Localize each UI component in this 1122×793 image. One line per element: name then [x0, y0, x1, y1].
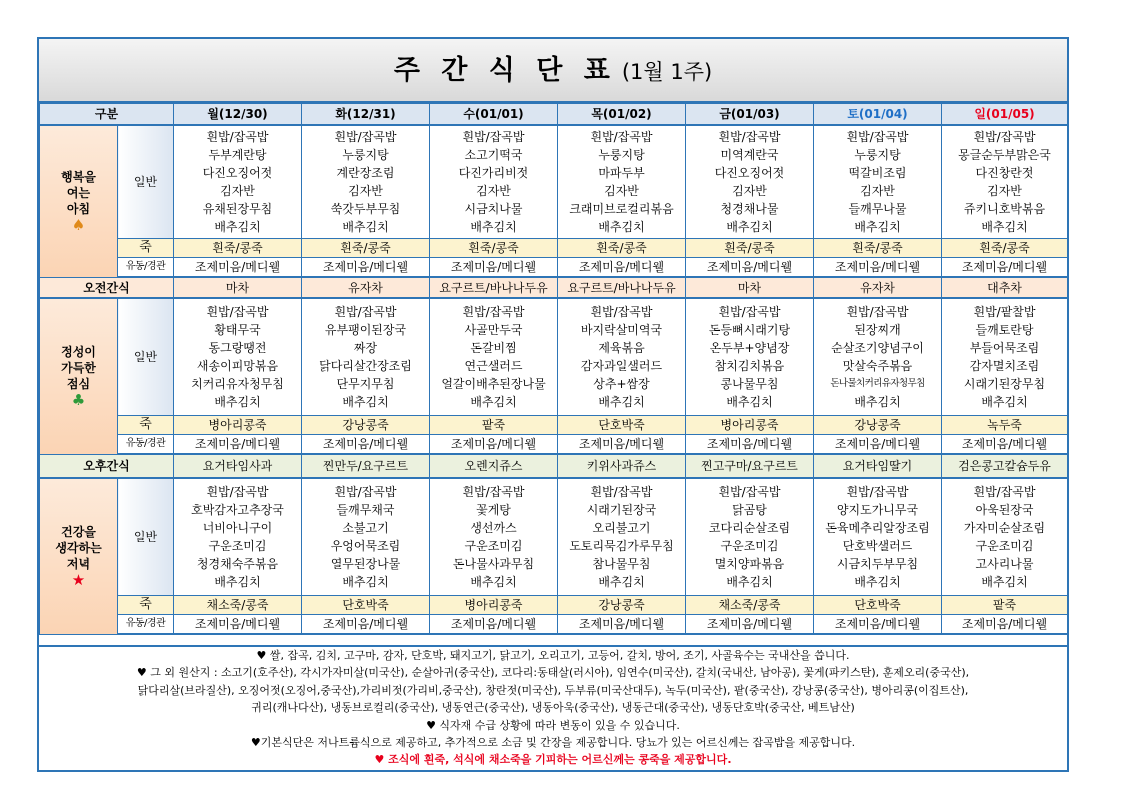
dish-item: 치커리유자청무침	[191, 377, 284, 391]
dish-item: 흰밥/잡곡밥	[973, 485, 1036, 499]
breakfast-sub-milk: 유동/경관	[118, 258, 174, 278]
dish-item: 구운조미김	[720, 539, 779, 553]
dish-item: 시금치나물	[464, 202, 523, 216]
breakfast-day-cell	[174, 125, 302, 239]
dish-item: 흰밥/잡곡밥	[718, 485, 781, 499]
dish-item: 온두부+양념장	[709, 341, 790, 355]
dish-item: 배추김치	[854, 220, 901, 234]
dish-item: 돈갈비찜	[470, 341, 517, 355]
breakfast-sub-general: 일반	[118, 125, 174, 239]
dish-item: 참치김치볶음	[714, 359, 785, 373]
dish-item: 청경채숙주볶음	[196, 557, 279, 571]
dinner-day-cell	[174, 478, 302, 596]
dish-item: 쑥갓두부무침	[330, 202, 401, 216]
lunch-label-line: 가득한	[61, 361, 96, 376]
breakfast-symbol-icon: ♠	[71, 216, 86, 235]
dish-item: 누룽지탕	[854, 148, 901, 162]
dish-item: 돈나물치커리유자청무침	[830, 378, 925, 389]
dinner-milk-row	[40, 615, 1068, 635]
dish-item: 새송이피망볶음	[196, 359, 279, 373]
snack-item: 대추차	[942, 277, 1068, 298]
milk-item: 조제미음/메디웰	[814, 258, 942, 278]
dinner-day-cell	[302, 478, 430, 596]
dish-item: 배추김치	[214, 220, 261, 234]
dish-item: 배추김치	[854, 395, 901, 409]
milk-item: 조제미음/메디웰	[558, 615, 686, 635]
breakfast-day-cell	[558, 125, 686, 239]
dinner-label-line: 생각하는	[55, 541, 102, 556]
dish-item: 단무지무침	[336, 377, 395, 391]
dish-item: 된장찌개	[854, 323, 901, 337]
morning_snack-row	[40, 277, 1068, 298]
dish-item: 우엉어묵조림	[330, 539, 401, 553]
milk-item: 조제미음/메디웰	[814, 615, 942, 635]
dish-item: 미역계란국	[720, 148, 779, 162]
milk-item: 조제미음/메디웰	[558, 435, 686, 455]
note-highlight: ♥ 조식에 흰죽, 석식에 채소죽을 기피하는 어르신께는 콩죽을 제공합니다.	[374, 753, 732, 767]
dish-item: 상추+쌈장	[593, 377, 650, 391]
dish-item: 유부팽이된장국	[324, 323, 407, 337]
juk-item: 단호박죽	[814, 596, 942, 615]
milk-item: 조제미음/메디웰	[302, 435, 430, 455]
dish-item: 배추김치	[598, 220, 645, 234]
header-day-sat: 토(01/04)	[814, 104, 942, 126]
milk-item: 조제미음/메디웰	[430, 258, 558, 278]
weekly-menu-table	[39, 103, 1068, 635]
dish-item: 들깨토란탕	[975, 323, 1034, 337]
dish-item: 유채된장무침	[202, 202, 273, 216]
dish-item: 다진오징어젓	[202, 166, 273, 180]
dish-item: 흰밥/잡곡밥	[590, 485, 653, 499]
dish-item: 다진가리비젓	[458, 166, 529, 180]
breakfast-general-row	[40, 125, 1068, 239]
dinner-general-row	[40, 478, 1068, 596]
dish-item: 얼갈이배추된장나물	[441, 377, 546, 391]
title-bar	[39, 39, 1067, 103]
dish-item: 구운조미김	[464, 539, 523, 553]
dinner-label	[40, 478, 118, 634]
header-day-wed: 수(01/01)	[430, 104, 558, 126]
dish-item: 흰밥/잡곡밥	[846, 305, 909, 319]
lunch-general-row	[40, 298, 1068, 416]
dish-item: 순살조기양념구이	[831, 341, 924, 355]
juk-item: 팥죽	[942, 596, 1068, 615]
notes-section	[39, 645, 1067, 770]
juk-item: 흰죽/콩죽	[814, 239, 942, 258]
dish-item: 시래기된장무침	[963, 377, 1046, 391]
dish-item: 배추김치	[598, 395, 645, 409]
dish-item: 구운조미김	[975, 539, 1034, 553]
juk-item: 흰죽/콩죽	[942, 239, 1068, 258]
milk-item: 조제미음/메디웰	[430, 435, 558, 455]
afternoon_snack-label: 오후간식	[40, 454, 174, 478]
dish-item: 누룽지탕	[598, 148, 645, 162]
breakfast-sub-juk: 죽	[118, 239, 174, 258]
note-line: ♥기본식단은 저나트륨식으로 제공하고, 추가적으로 소금 및 간장을 제공합니다. 당뇨가 있는 어르신께는 잡곡밥을 제공합니다.	[250, 736, 856, 750]
dish-item: 흰밥/잡곡밥	[462, 130, 525, 144]
dish-item: 흰밥/잡곡밥	[718, 130, 781, 144]
dish-item: 돈나물사과무침	[452, 557, 535, 571]
dish-item: 콩나물무침	[720, 377, 779, 391]
breakfast-day-cell	[302, 125, 430, 239]
juk-item: 흰죽/콩죽	[302, 239, 430, 258]
dish-item: 호박감자고추장국	[191, 503, 284, 517]
header-row	[40, 104, 1068, 126]
dish-item: 누룽지탕	[342, 148, 389, 162]
dish-item: 시래기된장국	[586, 503, 657, 517]
milk-item: 조제미음/메디웰	[174, 258, 302, 278]
juk-item: 흰죽/콩죽	[174, 239, 302, 258]
juk-item: 채소죽/콩죽	[174, 596, 302, 615]
milk-item: 조제미음/메디웰	[430, 615, 558, 635]
dish-item: 배추김치	[981, 395, 1028, 409]
breakfast-label-line: 여는	[66, 186, 91, 201]
dish-item: 맛살숙주볶음	[842, 359, 913, 373]
dish-item: 고사리나물	[975, 557, 1034, 571]
header-day-thu: 목(01/02)	[558, 104, 686, 126]
dish-item: 배추김치	[342, 575, 389, 589]
breakfast-day-cell	[686, 125, 814, 239]
header-day-sun: 일(01/05)	[942, 104, 1068, 126]
header-day-tue: 화(12/31)	[302, 104, 430, 126]
afternoon_snack-row	[40, 454, 1068, 478]
dish-item: 들깨무나물	[848, 202, 907, 216]
dish-item: 닭다리살간장조림	[319, 359, 412, 373]
dish-item: 계란장조림	[336, 166, 395, 180]
dish-item: 소고기떡국	[464, 148, 523, 162]
dish-item: 배추김치	[470, 395, 517, 409]
header-day-fri: 금(01/03)	[686, 104, 814, 126]
dish-item: 배추김치	[470, 575, 517, 589]
dish-item: 김자반	[987, 184, 1022, 198]
dish-item: 배추김치	[726, 220, 773, 234]
snack-item: 요구르트/바나나두유	[430, 277, 558, 298]
milk-item: 조제미음/메디웰	[686, 258, 814, 278]
dish-item: 배추김치	[214, 575, 261, 589]
note-line: ♥ 그 외 원산지 : 소고기(호주산), 각시가자미살(미국산), 순살아귀(중국산), 코다리:동태살(러시아), 임연수(미국산), 갈치(국내산, 남아공), 꽃게(파키스탄), 훈제오리(중국산),	[136, 666, 970, 680]
breakfast-day-cell	[942, 125, 1068, 239]
dinner-label-line: 건강을	[61, 525, 96, 540]
note-line: ♥ 쌀, 잡곡, 김치, 고구마, 감자, 단호박, 돼지고기, 닭고기, 오리고기, 고등어, 갈치, 방어, 조기, 사골육수는 국내산을 씁니다.	[256, 649, 850, 662]
juk-item: 흰죽/콩죽	[430, 239, 558, 258]
milk-item: 조제미음/메디웰	[686, 435, 814, 455]
dish-item: 흰밥/잡곡밥	[334, 130, 397, 144]
dish-item: 도토리묵김가루무침	[569, 539, 674, 553]
snack-item: 요구르트/바나나두유	[558, 277, 686, 298]
milk-item: 조제미음/메디웰	[558, 258, 686, 278]
dinner-sub-general: 일반	[118, 478, 174, 596]
juk-item: 채소죽/콩죽	[686, 596, 814, 615]
juk-item: 단호박죽	[302, 596, 430, 615]
breakfast-label-line: 아침	[66, 202, 91, 217]
dish-item: 김자반	[348, 184, 383, 198]
dish-item: 청경채나물	[720, 202, 779, 216]
juk-item: 강낭콩죽	[558, 596, 686, 615]
dish-item: 배추김치	[342, 220, 389, 234]
dish-item: 흰밥/잡곡밥	[846, 485, 909, 499]
lunch-day-cell	[430, 298, 558, 416]
dish-item: 흰밥/팥찰밥	[973, 305, 1036, 319]
dinner-day-cell	[814, 478, 942, 596]
dish-item: 배추김치	[726, 395, 773, 409]
dish-item: 마파두부	[598, 166, 645, 180]
dish-item: 흰밥/잡곡밥	[334, 305, 397, 319]
morning_snack-label: 오전간식	[40, 277, 174, 298]
dish-item: 단호박샐러드	[842, 539, 913, 553]
dinner-juk-row	[40, 596, 1068, 615]
snack-item: 유자차	[302, 277, 430, 298]
dish-item: 흰밥/잡곡밥	[462, 305, 525, 319]
lunch-label-line: 정성이	[61, 345, 96, 360]
milk-item: 조제미음/메디웰	[174, 435, 302, 455]
dish-item: 김자반	[732, 184, 767, 198]
juk-item: 병아리콩죽	[174, 416, 302, 435]
dish-item: 짜장	[353, 341, 378, 355]
dish-item: 감자과일샐러드	[580, 359, 663, 373]
breakfast-milk-row	[40, 258, 1068, 278]
snack-item: 요거타임사과	[174, 454, 302, 478]
snack-item: 유자차	[814, 277, 942, 298]
dish-item: 감자멸치조림	[969, 359, 1040, 373]
note-line: 귀리(캐나다산), 냉동브로컬리(중국산), 냉동연근(중국산), 냉동아욱(중국산), 냉동근대(중국산), 냉동단호박(중국산, 베트남산)	[251, 701, 855, 715]
dish-item: 김자반	[476, 184, 511, 198]
juk-item: 강낭콩죽	[302, 416, 430, 435]
dish-item: 코다리순살조림	[708, 521, 791, 535]
milk-item: 조제미음/메디웰	[942, 258, 1068, 278]
milk-item: 조제미음/메디웰	[302, 615, 430, 635]
snack-item: 오렌지쥬스	[430, 454, 558, 478]
dish-item: 소불고기	[342, 521, 389, 535]
dinner-label-line: 저녁	[66, 557, 91, 572]
lunch-day-cell	[302, 298, 430, 416]
milk-item: 조제미음/메디웰	[686, 615, 814, 635]
dish-item: 가자미순살조림	[963, 521, 1046, 535]
dish-item: 흰밥/잡곡밥	[206, 305, 269, 319]
dinner-day-cell	[686, 478, 814, 596]
lunch-day-cell	[814, 298, 942, 416]
dish-item: 흰밥/잡곡밥	[590, 130, 653, 144]
dish-item: 배추김치	[214, 395, 261, 409]
breakfast-day-cell	[814, 125, 942, 239]
dish-item: 배추김치	[981, 575, 1028, 589]
snack-item: 마차	[686, 277, 814, 298]
dish-item: 황태무국	[214, 323, 261, 337]
snack-item: 요거타임딸기	[814, 454, 942, 478]
snack-item: 찐고구마/요구르트	[686, 454, 814, 478]
dish-item: 흰밥/잡곡밥	[462, 485, 525, 499]
dish-item: 참나물무침	[592, 557, 651, 571]
breakfast-day-cell	[430, 125, 558, 239]
note-line: 닭다리살(브라질산), 오징어젓(오징어,중국산),가리비젓(가리비,중국산), 창란젓(미국산), 두부류(미국산대두), 녹두(미국산), 팥(중국산), 강낭콩(중국산), 병아리콩(이집트산),	[137, 683, 969, 697]
dish-item: 들깨무채국	[336, 503, 395, 517]
dish-item: 배추김치	[342, 395, 389, 409]
snack-item: 마차	[174, 277, 302, 298]
snack-item: 검은콩고칼슘두유	[942, 454, 1068, 478]
dish-item: 제육볶음	[598, 341, 645, 355]
milk-item: 조제미음/메디웰	[174, 615, 302, 635]
lunch-juk-row	[40, 416, 1068, 435]
dish-item: 흰밥/잡곡밥	[206, 485, 269, 499]
dish-item: 흰밥/잡곡밥	[973, 130, 1036, 144]
dish-item: 다진오징어젓	[714, 166, 785, 180]
dinner-sub-milk: 유동/경관	[118, 615, 174, 635]
dish-item: 흰밥/잡곡밥	[846, 130, 909, 144]
dish-item: 열무된장나물	[330, 557, 401, 571]
dish-item: 김자반	[220, 184, 255, 198]
dish-item: 배추김치	[598, 575, 645, 589]
dish-item: 흰밥/잡곡밥	[206, 130, 269, 144]
dish-item: 배추김치	[726, 575, 773, 589]
dish-item: 연근샐러드	[464, 359, 523, 373]
dish-item: 시금치두부무침	[836, 557, 919, 571]
dish-item: 흰밥/잡곡밥	[718, 305, 781, 319]
dinner-sub-juk: 죽	[118, 596, 174, 615]
lunch-symbol-icon: ♣	[71, 391, 86, 410]
snack-item: 찐만두/요구르트	[302, 454, 430, 478]
dish-item: 구운조미김	[208, 539, 267, 553]
dish-item: 두부계란탕	[208, 148, 267, 162]
juk-item: 병아리콩죽	[686, 416, 814, 435]
dish-item: 흰밥/잡곡밥	[590, 305, 653, 319]
dish-item: 아욱된장국	[975, 503, 1034, 517]
milk-item: 조제미음/메디웰	[814, 435, 942, 455]
juk-item: 녹두죽	[942, 416, 1068, 435]
dish-item: 김자반	[604, 184, 639, 198]
dish-item: 돈등뼈시래기탕	[708, 323, 791, 337]
page-title: 주 간 식 단 표	[393, 55, 616, 86]
lunch-label	[40, 298, 118, 454]
dinner-day-cell	[430, 478, 558, 596]
dish-item: 배추김치	[981, 220, 1028, 234]
page-subtitle: (1월 1주)	[621, 60, 713, 84]
dish-item: 사골만두국	[464, 323, 523, 337]
dish-item: 꽃게탕	[476, 503, 511, 517]
dish-item: 다진창란젓	[975, 166, 1034, 180]
dish-item: 양지도가니무국	[836, 503, 919, 517]
milk-item: 조제미음/메디웰	[942, 435, 1068, 455]
breakfast-label-line: 행복을	[61, 170, 96, 185]
dish-item: 너비아니구이	[202, 521, 273, 535]
header-day-mon: 월(12/30)	[174, 104, 302, 126]
juk-item: 병아리콩죽	[430, 596, 558, 615]
dish-item: 생선까스	[470, 521, 517, 535]
juk-item: 흰죽/콩죽	[686, 239, 814, 258]
dish-item: 돈육메추리알장조림	[825, 521, 930, 535]
lunch-sub-general: 일반	[118, 298, 174, 416]
juk-item: 단호박죽	[558, 416, 686, 435]
snack-item: 키위사과쥬스	[558, 454, 686, 478]
dish-item: 크래미브로컬리볶음	[569, 202, 674, 216]
note-line: ♥ 식자재 수급 상황에 따라 변동이 있을 수 있습니다.	[426, 718, 680, 732]
dish-item: 배추김치	[470, 220, 517, 234]
dish-item: 배추김치	[854, 575, 901, 589]
juk-item: 강낭콩죽	[814, 416, 942, 435]
lunch-day-cell	[686, 298, 814, 416]
dish-item: 몽글순두부맑은국	[958, 148, 1051, 162]
dish-item: 바지락살미역국	[580, 323, 663, 337]
dish-item: 멸치양파볶음	[714, 557, 785, 571]
lunch-sub-milk: 유동/경관	[118, 435, 174, 455]
milk-item: 조제미음/메디웰	[302, 258, 430, 278]
lunch-day-cell	[558, 298, 686, 416]
juk-item: 흰죽/콩죽	[558, 239, 686, 258]
dish-item: 흰밥/잡곡밥	[334, 485, 397, 499]
lunch-milk-row	[40, 435, 1068, 455]
lunch-sub-juk: 죽	[118, 416, 174, 435]
juk-item: 팥죽	[430, 416, 558, 435]
lunch-day-cell	[942, 298, 1068, 416]
dish-item: 오리불고기	[592, 521, 651, 535]
header-category: 구분	[40, 104, 174, 126]
dish-item: 떡갈비조림	[848, 166, 907, 180]
dish-item: 부들어묵조림	[969, 341, 1040, 355]
dish-item: 쥬키니호박볶음	[963, 202, 1046, 216]
lunch-label-line: 점심	[66, 377, 91, 392]
breakfast-label	[40, 125, 118, 277]
menu-sheet	[37, 37, 1069, 772]
dish-item: 동그랑땡전	[208, 341, 267, 355]
lunch-day-cell	[174, 298, 302, 416]
dinner-day-cell	[558, 478, 686, 596]
dinner-day-cell	[942, 478, 1068, 596]
breakfast-juk-row	[40, 239, 1068, 258]
dish-item: 김자반	[860, 184, 895, 198]
dish-item: 닭곰탕	[732, 503, 767, 517]
milk-item: 조제미음/메디웰	[942, 615, 1068, 635]
dinner-symbol-icon: ★	[71, 571, 86, 590]
